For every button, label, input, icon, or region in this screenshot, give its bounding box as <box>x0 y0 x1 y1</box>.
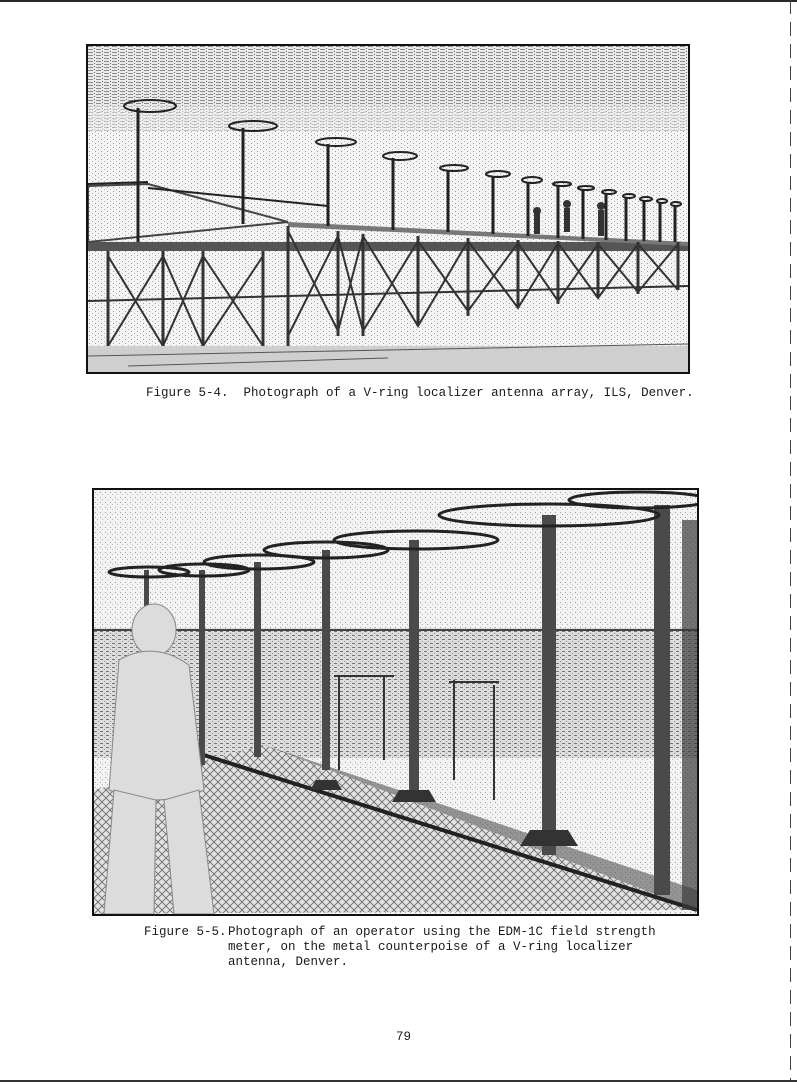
figure-5-5-caption <box>228 925 656 970</box>
page-edge-top <box>0 0 797 2</box>
figure-5-5-photo <box>92 488 699 916</box>
figure-5-5-caption-line-1: Photograph of an operator using the EDM-1C field strength <box>228 925 656 939</box>
figure-5-4-caption <box>146 386 694 401</box>
figure-5-5-caption-line-2: meter, on the metal counterpoise of a V-ring localizer <box>228 940 634 954</box>
figure-5-4-caption-text: Photograph of a V-ring localizer antenna array, ILS, Denver. <box>243 386 694 400</box>
antenna-array-photo-graphic <box>88 46 688 372</box>
page-edge-right <box>790 0 791 1082</box>
figure-5-5-caption-line-3: antenna, Denver. <box>228 955 349 969</box>
figure-5-4-label: Figure 5-4. <box>146 386 229 400</box>
figure-5-5-label: Figure 5-5. <box>144 925 227 939</box>
page-number: 79 <box>396 1030 412 1044</box>
operator-counterpoise-photo-graphic <box>94 490 697 914</box>
figure-5-4-photo <box>86 44 690 374</box>
